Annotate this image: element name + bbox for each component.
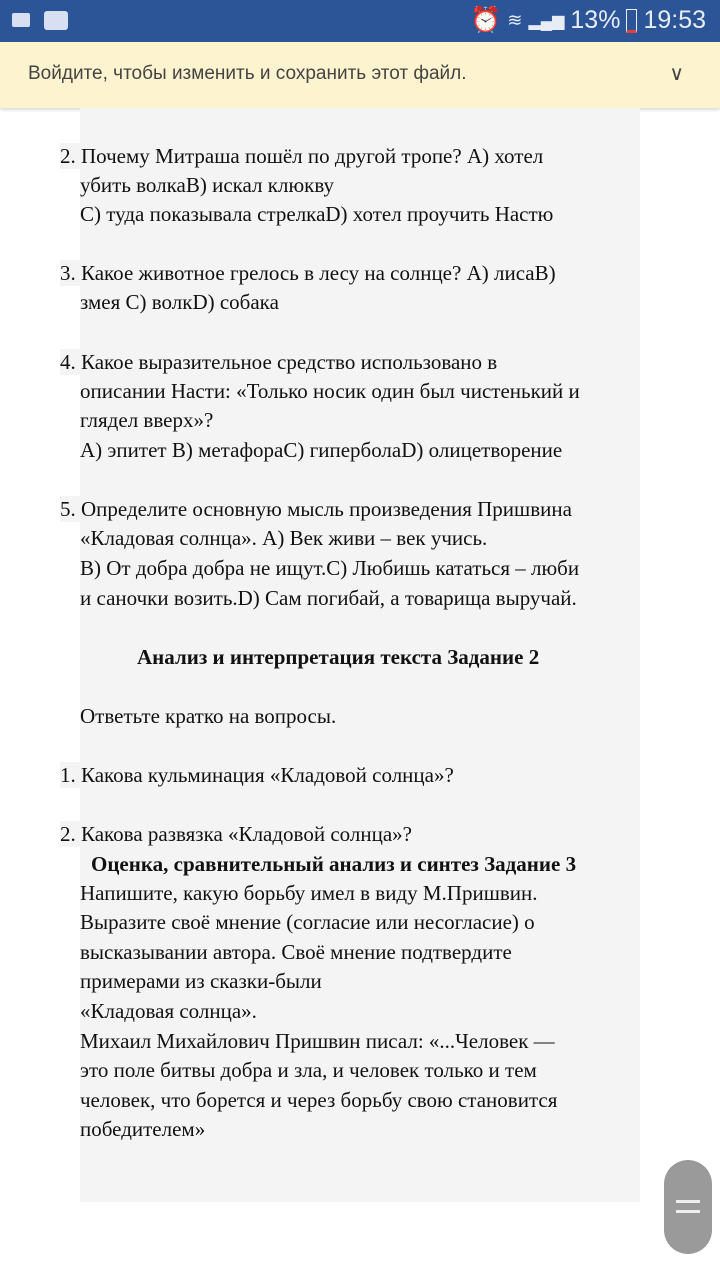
question-line: С) туда показывала стрелкаD) хотел проучить Настю [80, 202, 554, 226]
paragraph-line: Выразите своё мнение (согласие или несогласие) о [80, 910, 535, 934]
question-line: 3. Какое животное грелось в лесу на солнце? А) лисаВ) [60, 261, 556, 285]
battery-icon [626, 9, 637, 33]
wifi-icon: ≋ [507, 10, 523, 30]
question-line: 2. Почему Митраша пошёл по другой тропе? А) хотел [60, 144, 544, 168]
battery-percent: 13% [570, 6, 621, 34]
youtube-icon [44, 11, 68, 30]
question-line: и саночки возить.D) Сам погибай, а товарища выручай. [80, 586, 577, 610]
question-line: В) От добра добра не ищут.С) Любишь кататься – люби [80, 556, 580, 580]
question-line: 5. Определите основную мысль произведения Пришвина [60, 497, 572, 521]
paragraph-line: «Кладовая солнца». [80, 999, 257, 1023]
question-line: А) эпитет В) метафораС) гиперболаD) олицетворение [80, 438, 563, 462]
instruction: Ответьте кратко на вопросы. [80, 704, 337, 728]
section-heading: Анализ и интерпретация текста Задание 2 [137, 645, 540, 669]
clock: 19:53 [643, 6, 706, 34]
question-line: убить волкаВ) искал клюкву [80, 173, 335, 197]
question-line: змея С) волкD) собака [80, 290, 279, 314]
question-line: глядел вверх»? [80, 408, 214, 432]
alarm-icon: ⏰ [470, 6, 502, 34]
signal-icon: ▂▄▆ [528, 12, 565, 30]
question-line: «Кладовая солнца». А) Век живи – век учись. [80, 526, 488, 550]
paragraph-line: человек, что борется и через борьбу свою становится [80, 1088, 558, 1112]
scroll-handle[interactable] [664, 1160, 712, 1254]
paragraph-line: это поле битвы добра и зла, и человек только и тем [80, 1058, 537, 1082]
chevron-down-icon[interactable]: ∨ [669, 63, 684, 85]
sign-in-banner [0, 42, 720, 108]
paragraph-line: Напишите, какую борьбу имел в виду М.Пришвин. [80, 881, 538, 905]
question-line: 1. Какова кульминация «Кладовой солнца»? [60, 763, 454, 787]
banner-message: Войдите, чтобы изменить и сохранить этот файл. [28, 63, 467, 84]
question-line: описании Насти: «Только носик один был чистенький и [80, 379, 580, 403]
video-icon [12, 13, 30, 27]
question-line: 4. Какое выразительное средство использовано в [60, 350, 498, 374]
paragraph-line: примерами из сказки-были [80, 969, 322, 993]
paragraph-line: победителем» [80, 1117, 206, 1141]
question-line: 2. Какова развязка «Кладовой солнца»? [60, 822, 412, 846]
section-heading: Оценка, сравнительный анализ и синтез Задание 3 [91, 852, 577, 876]
paragraph-line: высказывании автора. Своё мнение подтвердите [80, 940, 512, 964]
paragraph-line: Михаил Михайлович Пришвин писал: «...Человек — [80, 1029, 555, 1053]
status-bar [0, 0, 720, 42]
